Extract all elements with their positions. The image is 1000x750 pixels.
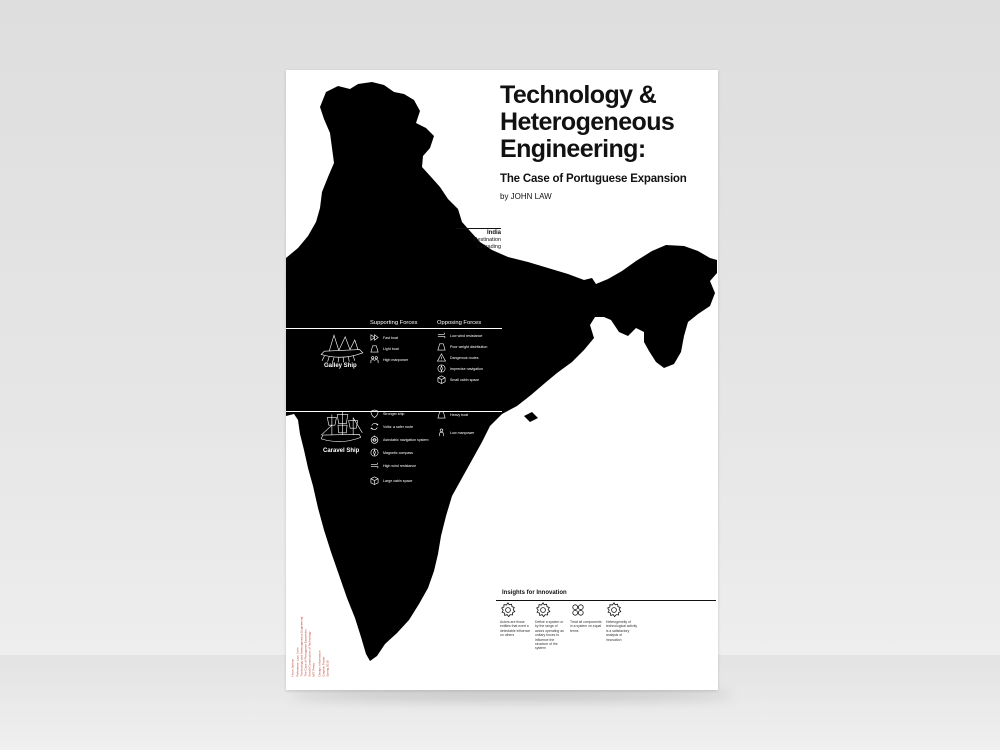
supporting-forces-heading: Supporting Forces [370, 320, 418, 326]
galley-top-rule [286, 328, 502, 329]
caravel-supporting-item [370, 422, 413, 431]
caravel-ship-label: Caravel Ship [323, 448, 360, 454]
caravel-ship-icon [316, 410, 366, 448]
note-line: Reference: Law, John [295, 647, 300, 677]
note-line: 'Technology and Heterogeneous Engineering' [299, 616, 304, 677]
item-label: Dangerous routes [450, 355, 479, 360]
weight-icon [370, 344, 379, 353]
caravel-supporting-item [370, 476, 412, 485]
galley-supporting-item [370, 333, 398, 342]
insight-text: Actors are those entities that exert a detectable influence on others [500, 620, 531, 638]
caravel-opposing-item [437, 410, 468, 419]
note-line: Design: Information [317, 650, 322, 677]
insight-item [535, 602, 567, 651]
galley-opposing-item [437, 353, 479, 362]
insights-title: Insights for Innovation [502, 590, 567, 596]
cycle-icon [370, 422, 379, 431]
galley-opposing-item [437, 331, 482, 340]
india-label [456, 230, 501, 251]
gear-icon [606, 602, 622, 618]
title-line-1: Technology & [500, 81, 657, 109]
item-label: Low manpower [450, 430, 475, 435]
insight-item [570, 602, 602, 633]
item-label: Fast boat [383, 335, 398, 340]
item-label: High manpower [383, 357, 409, 362]
wind-icon [370, 461, 379, 470]
item-label: Volta: a safer route [383, 424, 414, 429]
item-label: High wind resistance [383, 463, 417, 468]
note-line: Hyun Jaehun [290, 659, 295, 677]
weight-icon [437, 410, 446, 419]
note-line: The Case of Portuguese Expansion [303, 629, 308, 677]
compass-icon [437, 364, 446, 373]
insight-text: Treat all components in a system on equal terms [570, 620, 602, 633]
weight-icon [437, 342, 446, 351]
caravel-supporting-item [370, 435, 429, 444]
note-line: Graphic Poster [321, 656, 326, 677]
warning-icon [437, 353, 446, 362]
item-label: Light boat [383, 346, 399, 351]
india-name: India [486, 230, 501, 236]
galley-opposing-item [437, 364, 483, 373]
insights-rule [496, 600, 716, 601]
wind-icon [437, 331, 446, 340]
box-icon [437, 375, 446, 384]
item-label: Low wind resistance [450, 333, 483, 338]
galley-opposing-item [437, 342, 487, 351]
caravel-supporting-item [370, 461, 416, 470]
insight-text: Define a system or by the range of actors operating as unitary forces to influence the structure of the system [535, 620, 564, 651]
item-label: Large cabin space [383, 478, 413, 483]
insight-text: Heterogeneity of technological activity is a satisfactory analysis of innovation [606, 620, 638, 642]
people-icon [370, 355, 379, 364]
opposing-forces-heading: Opposing Forces [437, 320, 482, 326]
galley-supporting-item [370, 355, 408, 364]
item-label: Heavy boat [450, 412, 469, 417]
gear-icon [535, 602, 551, 618]
item-label: Imprecise navigation [450, 366, 483, 371]
india-caption-line-1: Destination [473, 237, 501, 243]
note-line: Spring 2018 [325, 660, 330, 677]
credits-notes [291, 532, 351, 677]
galley-opposing-item [437, 375, 479, 384]
insight-item [500, 602, 532, 638]
item-label: Poor weight distribution [450, 344, 488, 349]
shield-icon [370, 409, 379, 418]
poster-subtitle: The Case of Portuguese Expansion [500, 173, 687, 185]
galley-ship-icon [316, 332, 368, 364]
gear-icon [570, 602, 586, 618]
box-icon [370, 476, 379, 485]
gear-icon [500, 602, 516, 618]
title-line-3: Engineering: [500, 135, 646, 163]
india-caption-line-2: for trading [476, 244, 501, 250]
caravel-supporting-item [370, 448, 413, 457]
poster [286, 70, 718, 690]
compass-icon [370, 448, 379, 457]
note-line: Social Construction of Technology [307, 631, 312, 677]
item-label: Astrolabic navigation system [383, 437, 429, 442]
note-line: MIT Press [311, 663, 316, 677]
item-label: Stronger ship [383, 411, 405, 416]
title-line-2: Heterogeneous [500, 108, 675, 136]
person-icon [437, 428, 446, 437]
fast-forward-icon [370, 333, 379, 342]
insight-item [606, 602, 638, 642]
galley-ship-label: Galley Ship [324, 363, 357, 369]
poster-title [500, 82, 710, 163]
astrolabe-icon [370, 435, 379, 444]
india-label-rule [456, 228, 501, 229]
galley-supporting-item [370, 344, 399, 353]
item-label: Magnetic compass [383, 450, 413, 455]
poster-shadow [292, 690, 732, 700]
caravel-opposing-item [437, 428, 474, 437]
poster-author: by JOHN LAW [500, 192, 552, 201]
item-label: Small cabin space [450, 377, 480, 382]
caravel-supporting-item [370, 409, 404, 418]
